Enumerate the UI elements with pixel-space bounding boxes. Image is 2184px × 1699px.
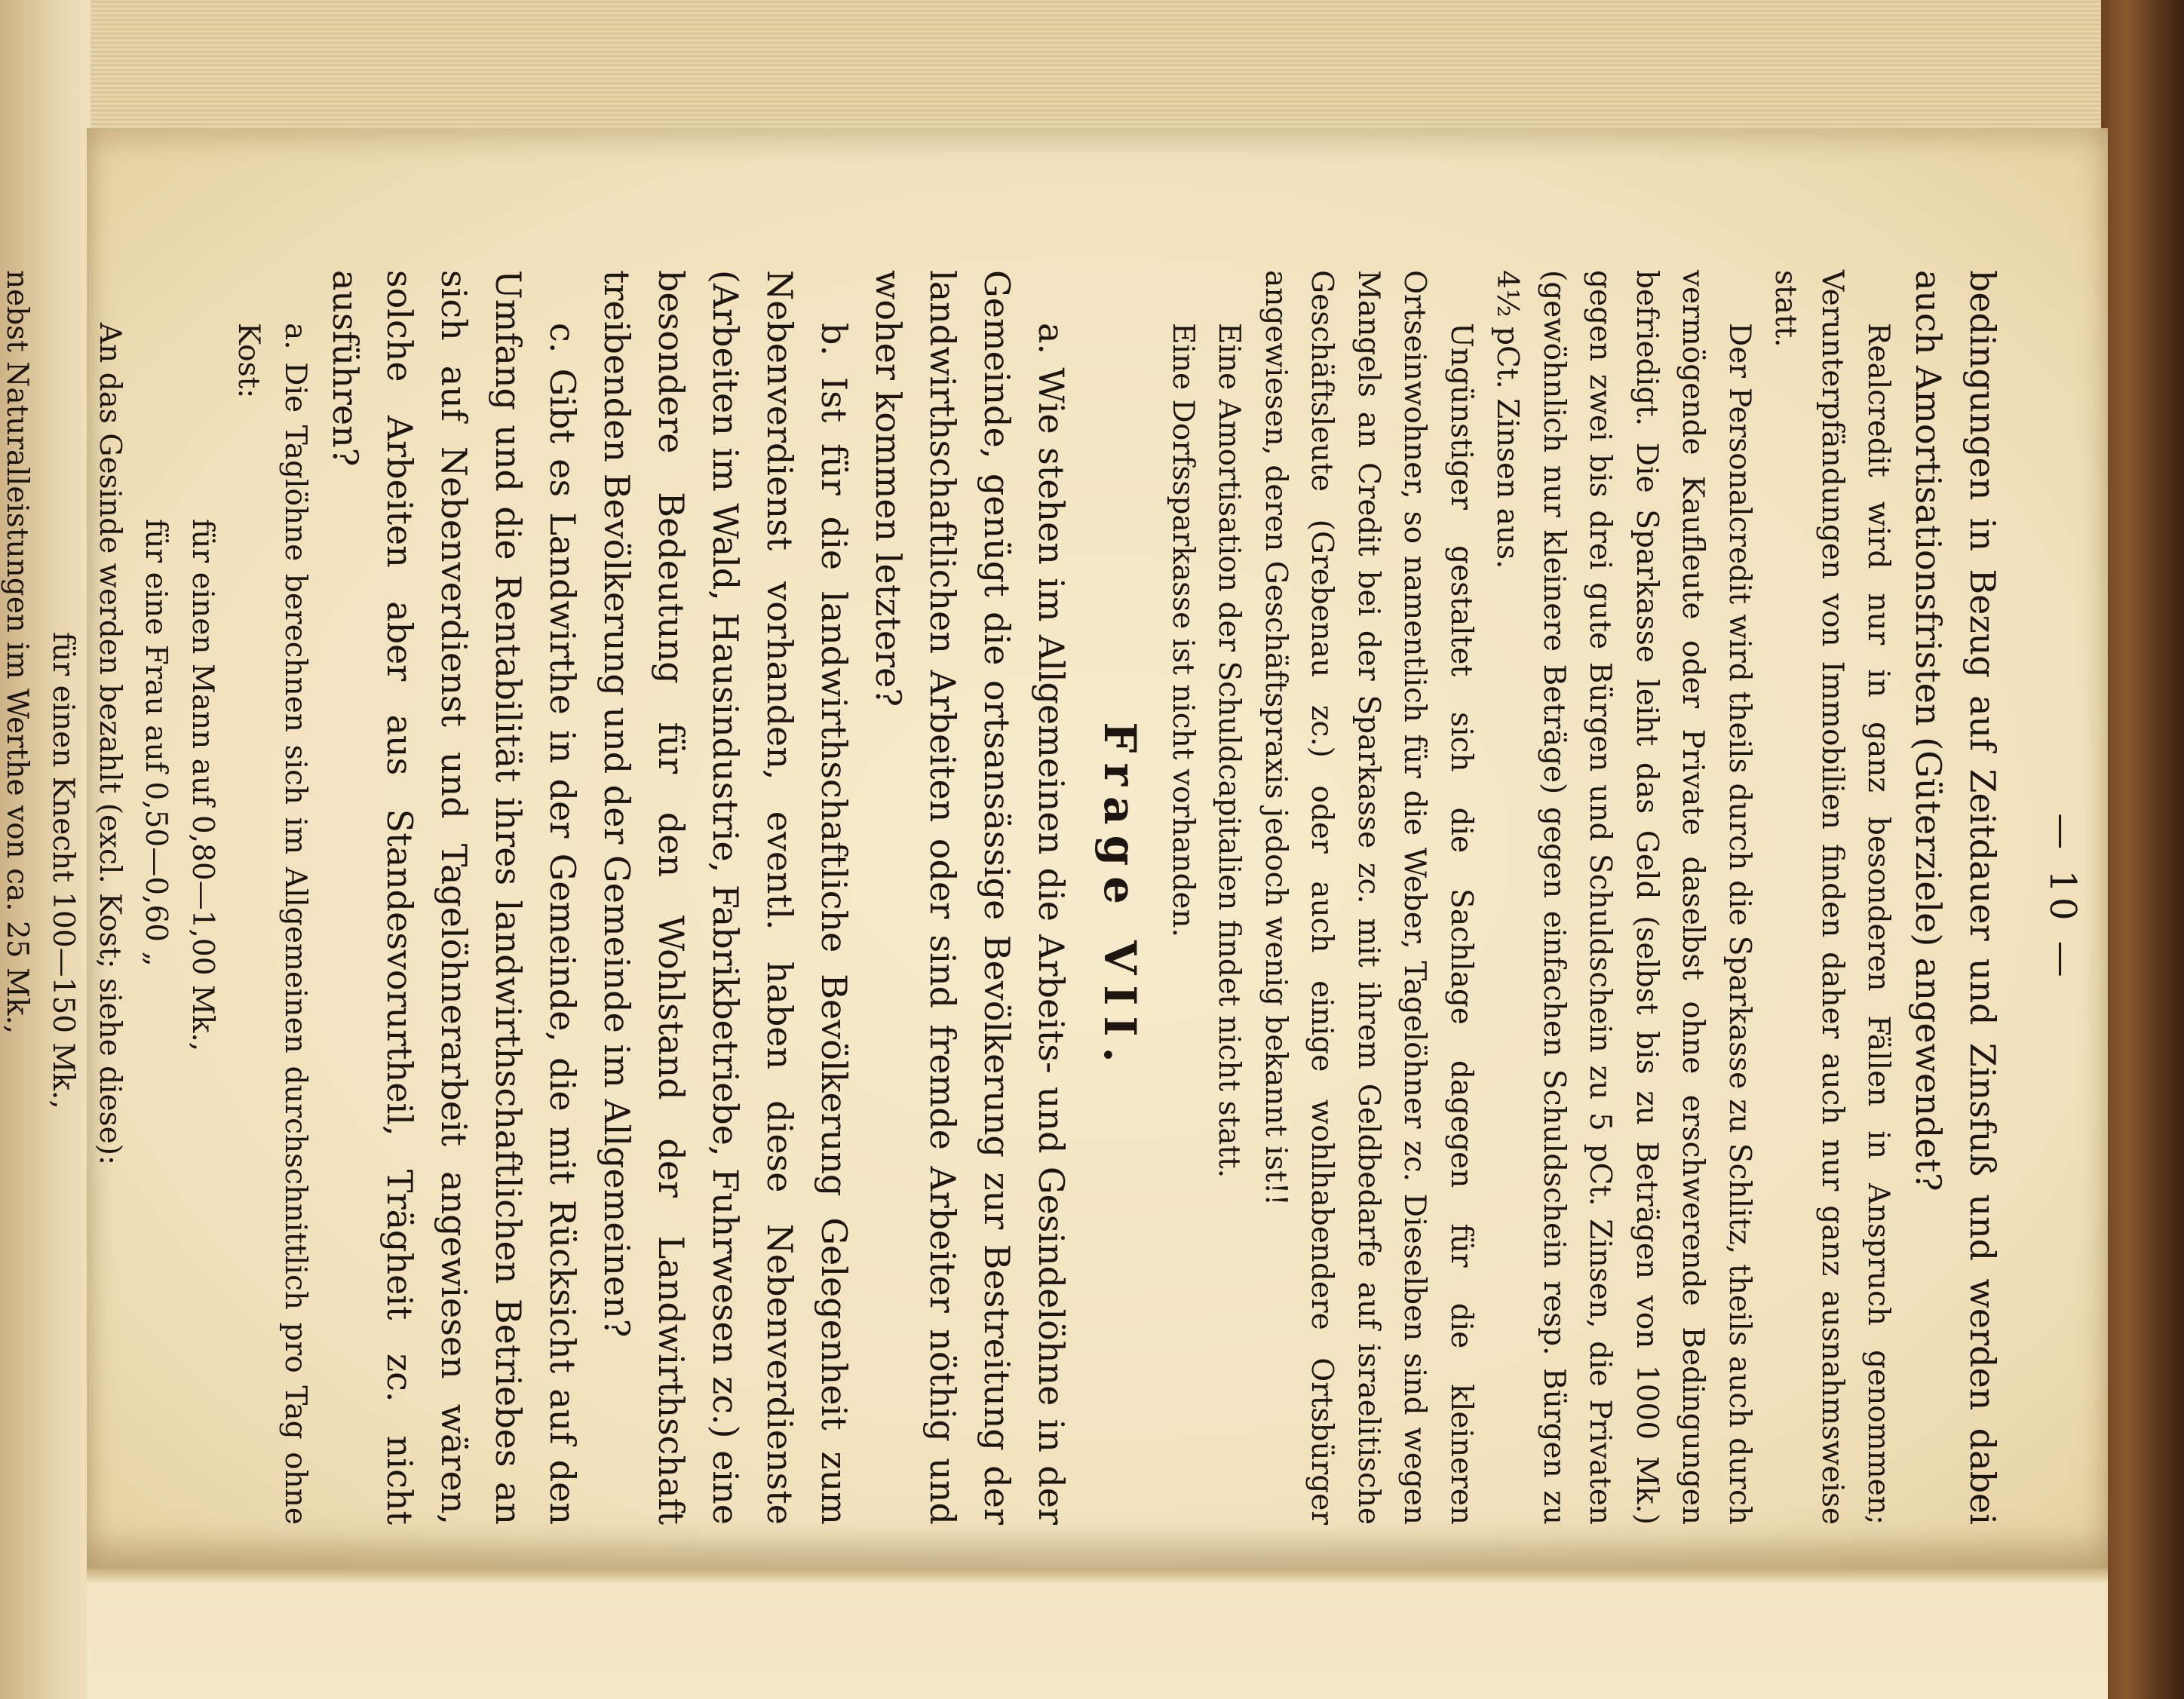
answer-line-4: An das Gesinde werden bezahlt (excl. Kost; siehe diese): [93, 323, 127, 1166]
question-b: b. Ist für die landwirthschaftliche Bevölkerung Gelegenheit zum Nebenverdienst vorhanden, eventl. haben diese Nebenverdienste (Arbeiten im Wald, Hausindustrie, Fabrikbetriebe, Fuhrwesen zc.) eine besondere Bedeutung für den Wohlstand der Landwirthschaft treibenden Bevölkerung und der Gemeinde im Allgemeinen? [597, 270, 854, 1525]
answer-line-2: für einen Mann auf 0,80—1,00 Mk., [186, 519, 219, 1052]
page-number: — 10 — [2041, 813, 2084, 982]
answer-line-1: a. Die Taglöhne berechnen sich im Allgemeinen durchschnittlich pro Tag ohne Kost: [232, 323, 312, 1525]
book-page [0, 128, 2108, 1569]
paragraph-intro-2: Realcredit wird nur in ganz besonderen Fällen in Anspruch genommen; Verunterpfändungen von Immobilien finden daher auch nur ganz ausnahmsweise statt. [1768, 270, 1896, 1525]
paragraph-intro-4: Ungünstiger gestaltet sich die Sachlage dagegen für die kleineren Ortseinwohner, so namentlich für die Weber, Tagelöhner zc. Dieselben sind wegen Mangels an Credit bei der Sparkasse zc. mit ihrem Geldbedarfe auf israelitische Geschäftsleute (Grebenau zc.) oder auch einige wohlhabendere Ortsbürger angewiesen, deren Geschäftspraxis jedoch wenig bekannt ist!! [1259, 270, 1478, 1525]
paragraph-intro-1: bedingungen in Bezug auf Zeitdauer und Zinsfuß und werden dabei auch Amortisationsfristen (Güterziele) angewendet? [1908, 270, 2004, 1525]
question-c: c. Gibt es Landwirthe in der Gemeinde, die mit Rücksicht auf den Umfang und die Rentabilität ihres landwirthschaftlichen Betriebes an sich auf Nebenverdienst und Tagelöhnerarbeit angewiesen wären, solche Arbeiten aber aus Standesvorurtheil, Trägheit zc. nicht ausführen? [325, 270, 583, 1525]
facing-page [87, 1569, 2108, 1699]
paragraph-intro-3: Der Personalcredit wird theils durch die Sparkasse zu Schlitz, theils auch durch vermögende Kaufleute oder Private daselbst ohne erschwerende Bedingungen befriedigt. Die Sparkasse leiht das Geld (selbst bis zu Beträgen von 1000 Mk.) gegen zwei bis drei gute Bürgen und Schuldschein zu 5 pCt. Zinsen, die Privaten (gewöhnlich nur kleinere Beträge) gegen einfachen Schuldschein resp. Bürgen zu 4½ pCt. Zinsen aus. [1490, 270, 1756, 1525]
section-heading: Frage VII. [1094, 722, 1146, 1073]
answer-line-3: für eine Frau auf 0,50—0,60 „ [139, 519, 173, 967]
page-text-block [0, 256, 2085, 1538]
paragraph-intro-5: Eine Amortisation der Schuldcapitalien findet nicht statt. [1212, 323, 1247, 1179]
question-a: a. Wie stehen im Allgemeinen die Arbeits- und Gesindelöhne in der Gemeinde, genügt die ortsansässige Bevölkerung zur Bestreitung der landwirthschaftlichen Arbeiten oder sind fremde Arbeiter nöthig und woher kommen letztere? [868, 270, 1072, 1525]
top-page-edges [90, 0, 2112, 148]
answer-line-5: für einen Knecht 100—150 Mk., [46, 632, 81, 1109]
book-cover-edge [2101, 0, 2184, 1699]
paragraph-intro-6: Eine Dorfssparkasse ist nicht vorhanden. [1166, 323, 1200, 938]
answer-line-6: nebst Naturalleistungen im Werthe von ca. 25 Mk., [0, 270, 34, 1035]
